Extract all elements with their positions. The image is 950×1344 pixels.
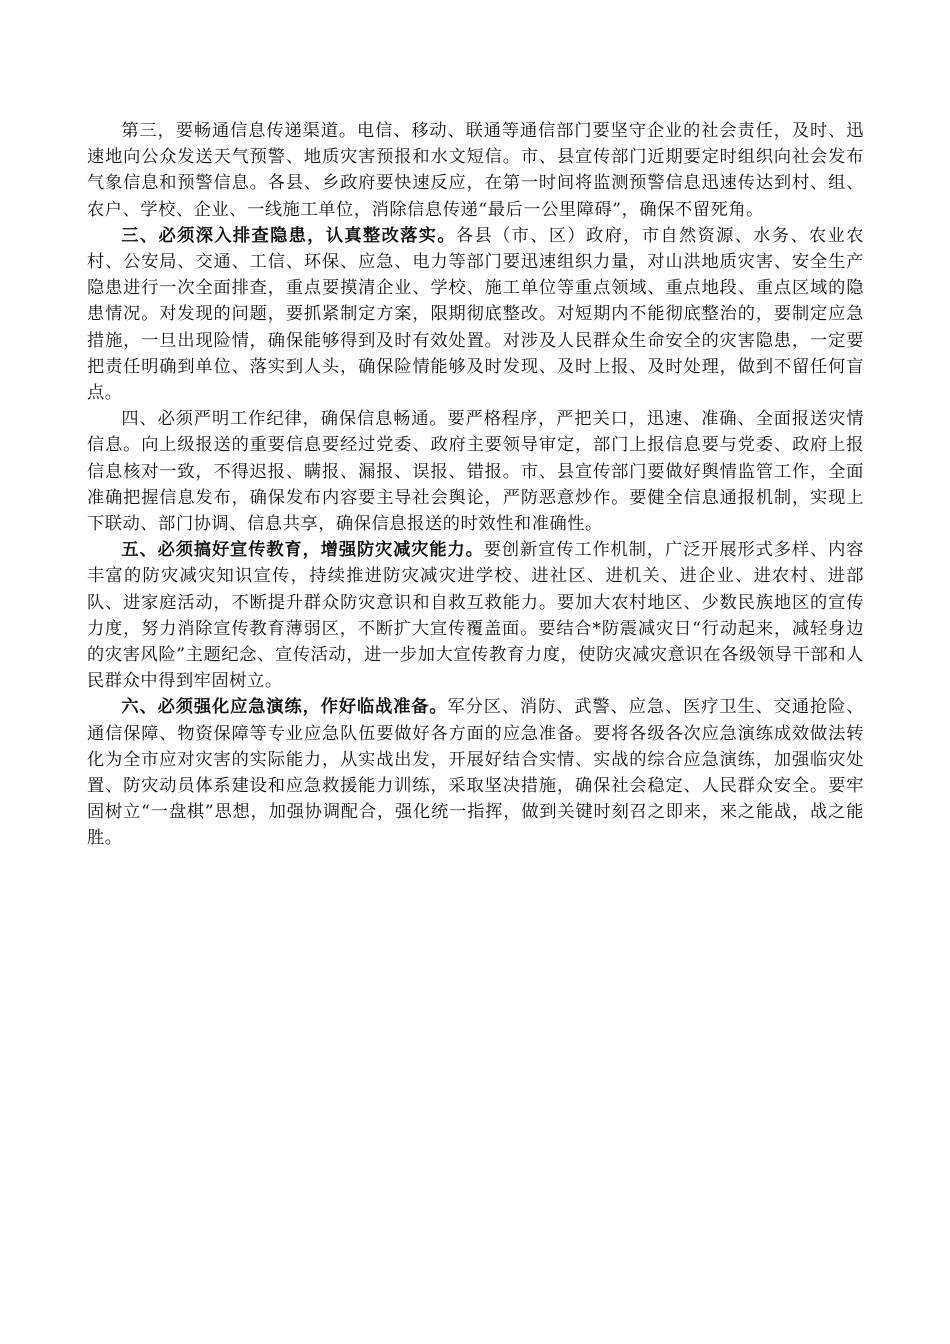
paragraph-work-discipline xyxy=(87,406,864,537)
paragraph-heading: 三、必须深入排查隐患，认真整改落实。 xyxy=(121,225,456,246)
paragraph-publicity-education xyxy=(87,537,864,694)
paragraph-emergency-drills xyxy=(87,694,864,851)
paragraph-body: 要创新宣传工作机制，广泛开展形式多样、内容丰富的防灾减灾知识宣传，持续推进防灾减灾进学校、进社区、进机关、进企业、进农村、进部队、进家庭活动，不断提升群众防灾意识和自救互救能力。要加大农村地区、少数民族地区的宣传力度，努力消除宣传教育薄弱区，不断扩大宣传覆盖面。要结合*防震减灾日“行动起来，减轻身边的灾害风险”主题纪念、宣传活动，进一步加大宣传教育力度，使防灾减灾意识在各级领导干部和人民群众中得到牢固树立。 xyxy=(87,540,864,692)
paragraph-heading: 五、必须搞好宣传教育，增强防灾减灾能力。 xyxy=(121,540,484,561)
paragraph-heading: 六、必须强化应急演练，作好临战准备。 xyxy=(121,697,448,718)
paragraph-body: 军分区、消防、武警、应急、医疗卫生、交通抢险、通信保障、物资保障等专业应急队伍要做好各方面的应急准备。要将各级各次应急演练成效做法转化为全市应对灾害的实际能力，从实战出发，开展好结合实情、实战的综合应急演练，加强临灾处置、防灾动员体系建设和应急救援能力训练，采取坚决措施，确保社会稳定、人民群众安全。要牢固树立“一盘棋”思想，加强协调配合，强化统一指挥，做到关键时刻召之即来，来之能战，战之能胜。 xyxy=(87,697,864,849)
paragraph-info-channels xyxy=(87,118,864,223)
paragraph-body: 各县（市、区）政府，市自然资源、水务、农业农村、公安局、交通、工信、环保、应急、电力等部门要迅速组织力量，对山洪地质灾害、安全生产隐患进行一次全面排查，重点要摸清企业、学校、施工单位等重点领域、重点地段、重点区域的隐患情况。对发现的问题，要抓紧制定方案，限期彻底整改。对短期内不能彻底整治的，要制定应急措施，一旦出现险情，确保能够得到及时有效处置。对涉及人民群众生命安全的灾害隐患，一定要把责任明确到单位、落实到人头，确保险情能够及时发现、及时上报、及时处理，做到不留任何盲点。 xyxy=(87,225,864,404)
paragraph-body: 四、必须严明工作纪律，确保信息畅通。要严格程序，严把关口，迅速、准确、全面报送灾情信息。向上级报送的重要信息要经过党委、政府主要领导审定，部门上报信息要与党委、政府上报信息核对一致，不得迟报、瞒报、漏报、误报、错报。市、县宣传部门要做好舆情监管工作，全面准确把握信息发布，确保发布内容要主导社会舆论，严防恶意炒作。要健全信息通报机制，实现上下联动、部门协调、信息共享，确保信息报送的时效性和准确性。 xyxy=(87,409,864,535)
document-page xyxy=(87,118,864,852)
paragraph-hazard-inspection xyxy=(87,223,864,406)
paragraph-body: 第三，要畅通信息传递渠道。电信、移动、联通等通信部门要坚守企业的社会责任，及时、迅速地向公众发送天气预警、地质灾害预报和水文短信。市、县宣传部门近期要定时组织向社会发布气象信息和预警信息。各县、乡政府要快速反应，在第一时间将监测预警信息迅速传达到村、组、农户、学校、企业、一线施工单位，消除信息传递“最后一公里障碍”，确保不留死角。 xyxy=(87,121,864,220)
